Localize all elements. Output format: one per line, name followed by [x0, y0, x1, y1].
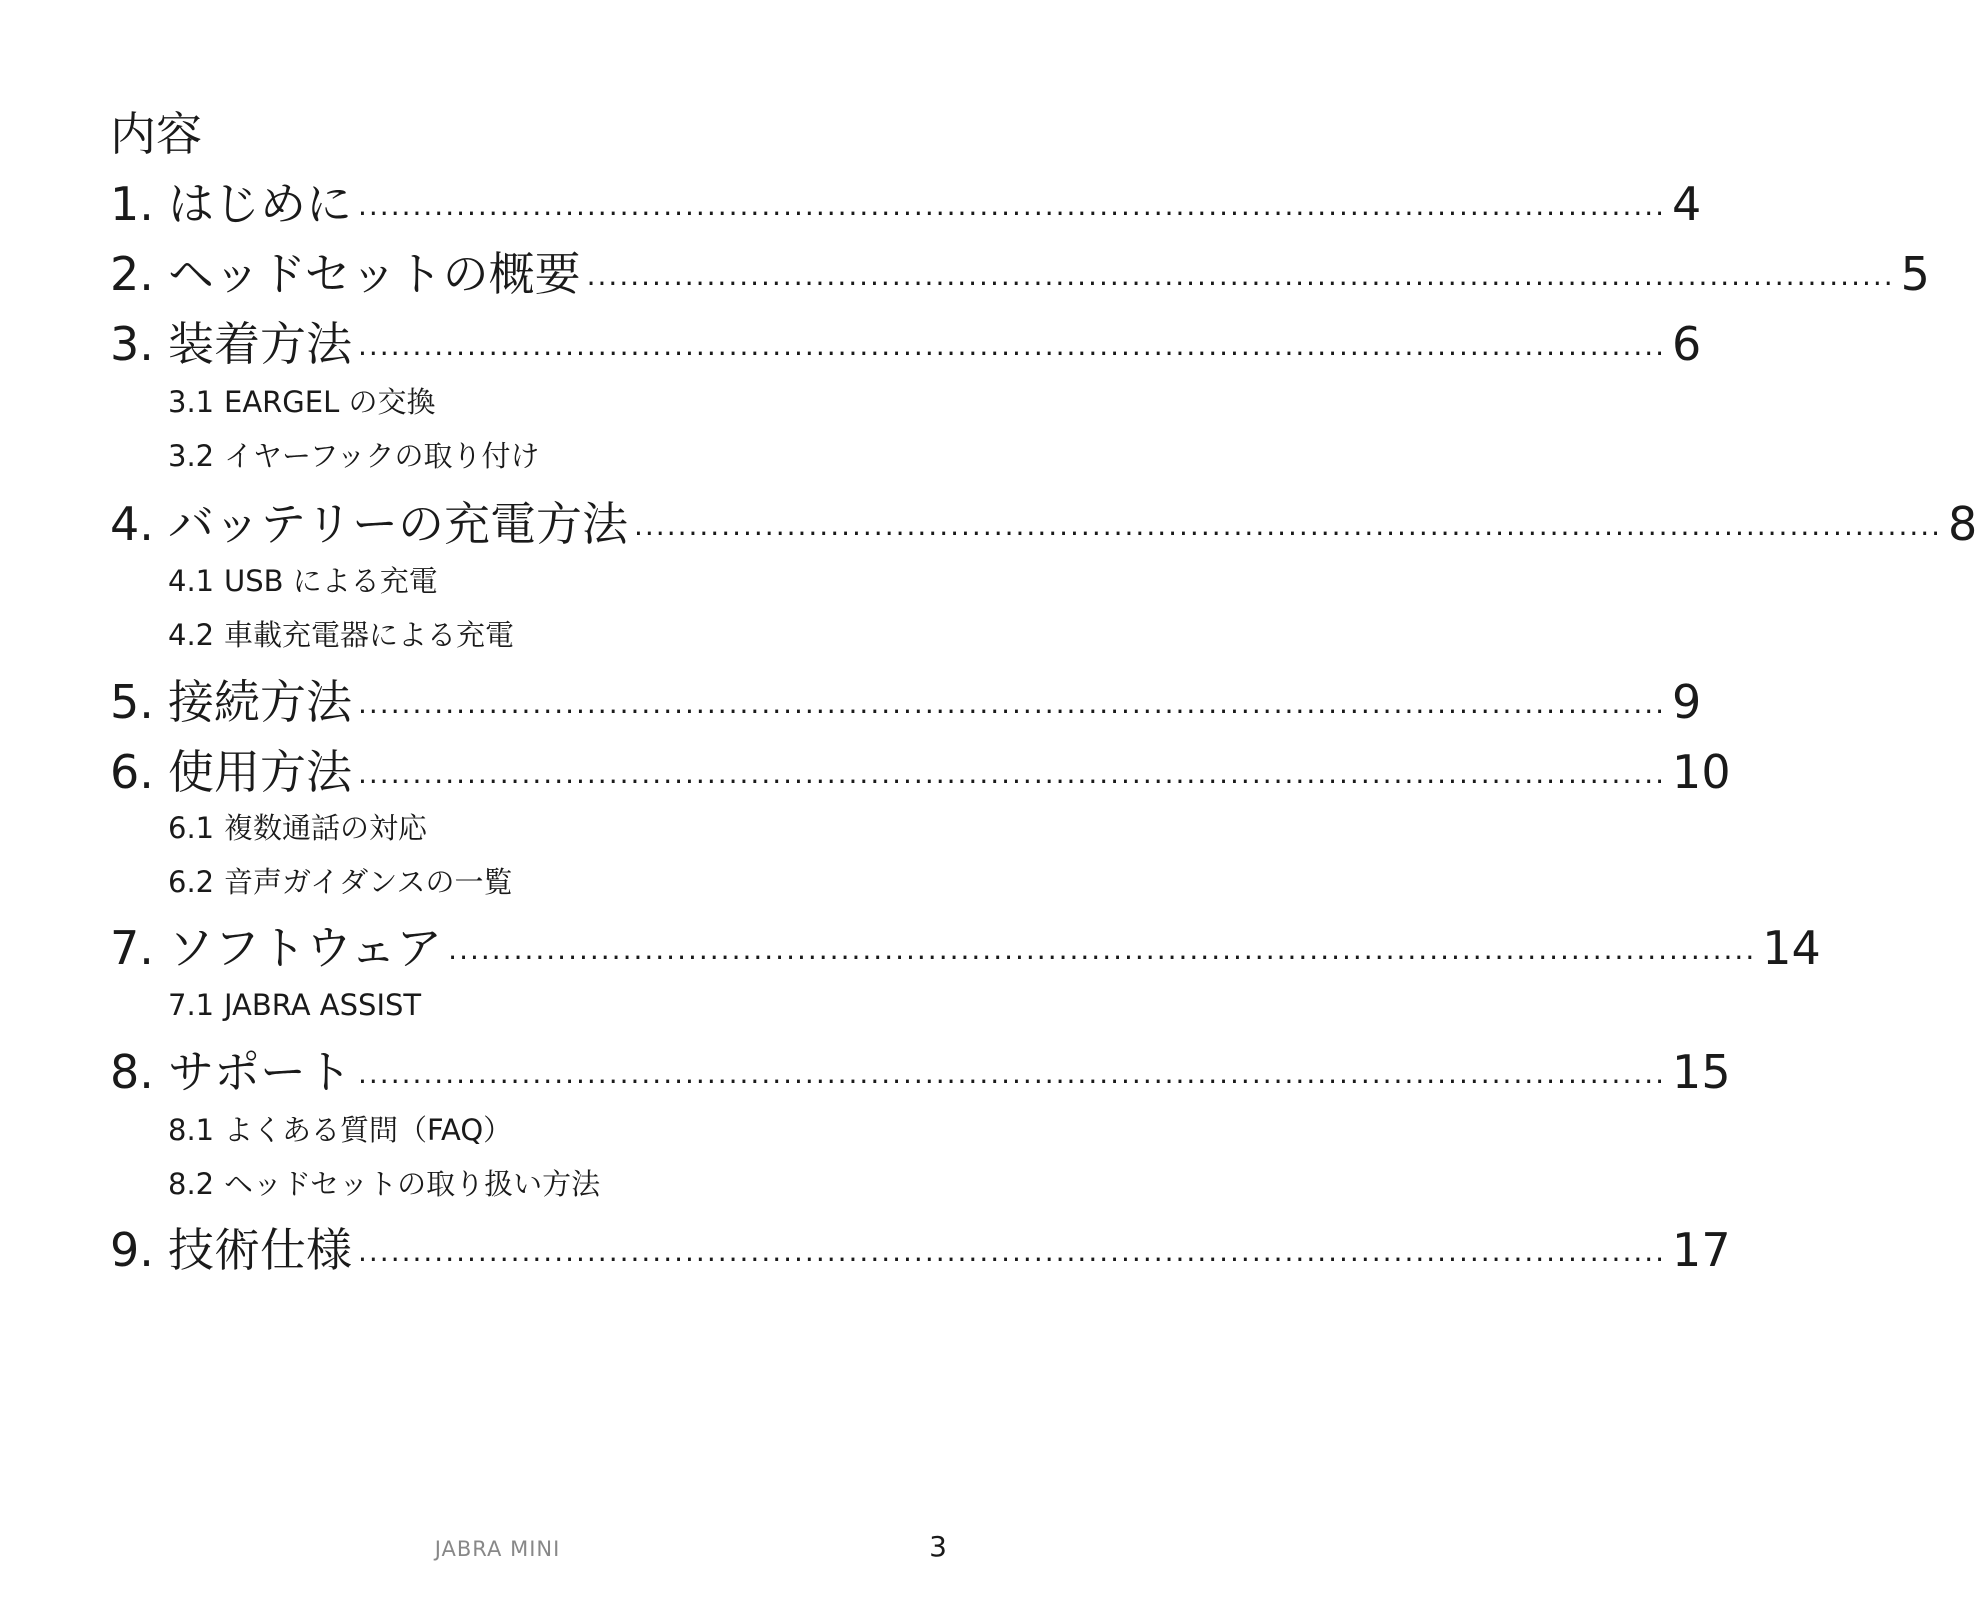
toc-subentry-label: 複数通話の対応 — [224, 811, 428, 845]
toc-title: 内容 — [110, 107, 202, 161]
toc-entry-9[interactable] — [110, 1218, 1731, 1278]
toc-entry-page: 15 — [1672, 1045, 1731, 1099]
toc-entry-page: 17 — [1672, 1223, 1731, 1277]
toc-entry-number: 7. — [110, 921, 154, 975]
toc-subentry-3-2[interactable] — [168, 436, 540, 476]
dot-leader: ........................................................................................................................ — [358, 1057, 1667, 1090]
toc-entry-label: サポート — [168, 1045, 352, 1099]
toc-entry-page: 10 — [1672, 745, 1731, 799]
toc-entry-7[interactable] — [110, 916, 1821, 976]
toc-entry-page: 4 — [1672, 177, 1702, 231]
dot-leader: ........................................................................................................................ — [358, 687, 1667, 720]
dot-leader: ........................................................................................................................ — [358, 1235, 1667, 1268]
toc-entry-number: 4. — [110, 497, 154, 551]
toc-entry-number: 1. — [110, 177, 154, 231]
toc-entry-number: 6. — [110, 745, 154, 799]
toc-subentry-6-2[interactable] — [168, 862, 513, 902]
toc-subentry-4-1[interactable] — [168, 561, 438, 601]
toc-entry-page: 14 — [1762, 921, 1821, 975]
toc-entry-2[interactable] — [110, 242, 1930, 302]
dot-leader: ........................................................................................................................ — [448, 933, 1757, 966]
toc-entry-number: 2. — [110, 247, 154, 301]
footer-page-number: 3 — [929, 1530, 947, 1563]
toc-entry-4[interactable] — [110, 492, 1977, 552]
toc-subentry-label: JABRA ASSIST — [224, 988, 422, 1022]
toc-subentry-7-1[interactable] — [168, 985, 421, 1025]
toc-subentry-label: 音声ガイダンスの一覧 — [224, 865, 513, 899]
toc-entry-3[interactable] — [110, 312, 1702, 372]
toc-subentry-6-1[interactable] — [168, 808, 427, 848]
toc-entry-label: 接続方法 — [168, 675, 352, 729]
toc-entry-label: 使用方法 — [168, 745, 352, 799]
toc-entry-6[interactable] — [110, 740, 1731, 800]
toc-subentry-number: 8.2 — [168, 1167, 215, 1201]
toc-entry-number: 8. — [110, 1045, 154, 1099]
toc-entry-label: バッテリーの充電方法 — [168, 497, 628, 551]
toc-subentry-3-1[interactable] — [168, 382, 435, 422]
toc-subentry-number: 3.1 — [168, 385, 215, 419]
dot-leader: ........................................................................................................................ — [358, 757, 1667, 790]
dot-leader: ........................................................................................................................ — [634, 509, 1943, 542]
toc-subentry-label: イヤーフックの取り付け — [224, 439, 540, 473]
toc-entry-page: 6 — [1672, 317, 1702, 371]
toc-subentry-4-2[interactable] — [168, 615, 514, 655]
toc-entry-page: 5 — [1900, 247, 1930, 301]
toc-entry-page: 8 — [1948, 497, 1977, 551]
footer-brand: JABRA MINI — [434, 1537, 561, 1561]
toc-entry-label: ヘッドセットの概要 — [168, 247, 581, 301]
toc-entry-label: 技術仕様 — [168, 1223, 352, 1277]
toc-subentry-number: 6.2 — [168, 865, 215, 899]
toc-subentry-label: EARGEL の交換 — [224, 385, 436, 419]
toc-subentry-number: 3.2 — [168, 439, 215, 473]
toc-entry-number: 5. — [110, 675, 154, 729]
toc-subentry-number: 4.1 — [168, 564, 215, 598]
toc-entry-8[interactable] — [110, 1040, 1731, 1100]
toc-subentry-number: 6.1 — [168, 811, 215, 845]
toc-entry-number: 3. — [110, 317, 154, 371]
toc-entry-number: 9. — [110, 1223, 154, 1277]
toc-subentry-8-1[interactable] — [168, 1110, 512, 1150]
dot-leader: ........................................................................................................................ — [586, 259, 1895, 292]
toc-subentry-label: USB による充電 — [224, 564, 438, 598]
toc-entry-page: 9 — [1672, 675, 1702, 729]
toc-entry-1[interactable] — [110, 172, 1702, 232]
toc-subentry-label: 車載充電器による充電 — [224, 618, 515, 652]
toc-subentry-number: 4.2 — [168, 618, 215, 652]
dot-leader: ........................................................................................................................ — [358, 329, 1667, 362]
toc-subentry-label: ヘッドセットの取り扱い方法 — [224, 1167, 601, 1201]
toc-subentry-number: 7.1 — [168, 988, 215, 1022]
toc-subentry-label: よくある質問（FAQ） — [224, 1113, 513, 1147]
toc-subentry-8-2[interactable] — [168, 1164, 600, 1204]
toc-entry-label: ソフトウェア — [168, 921, 443, 975]
toc-entry-label: はじめに — [168, 177, 352, 231]
dot-leader: ........................................................................................................................ — [358, 189, 1667, 222]
toc-entry-label: 装着方法 — [168, 317, 352, 371]
toc-entry-5[interactable] — [110, 670, 1702, 730]
toc-subentry-number: 8.1 — [168, 1113, 215, 1147]
